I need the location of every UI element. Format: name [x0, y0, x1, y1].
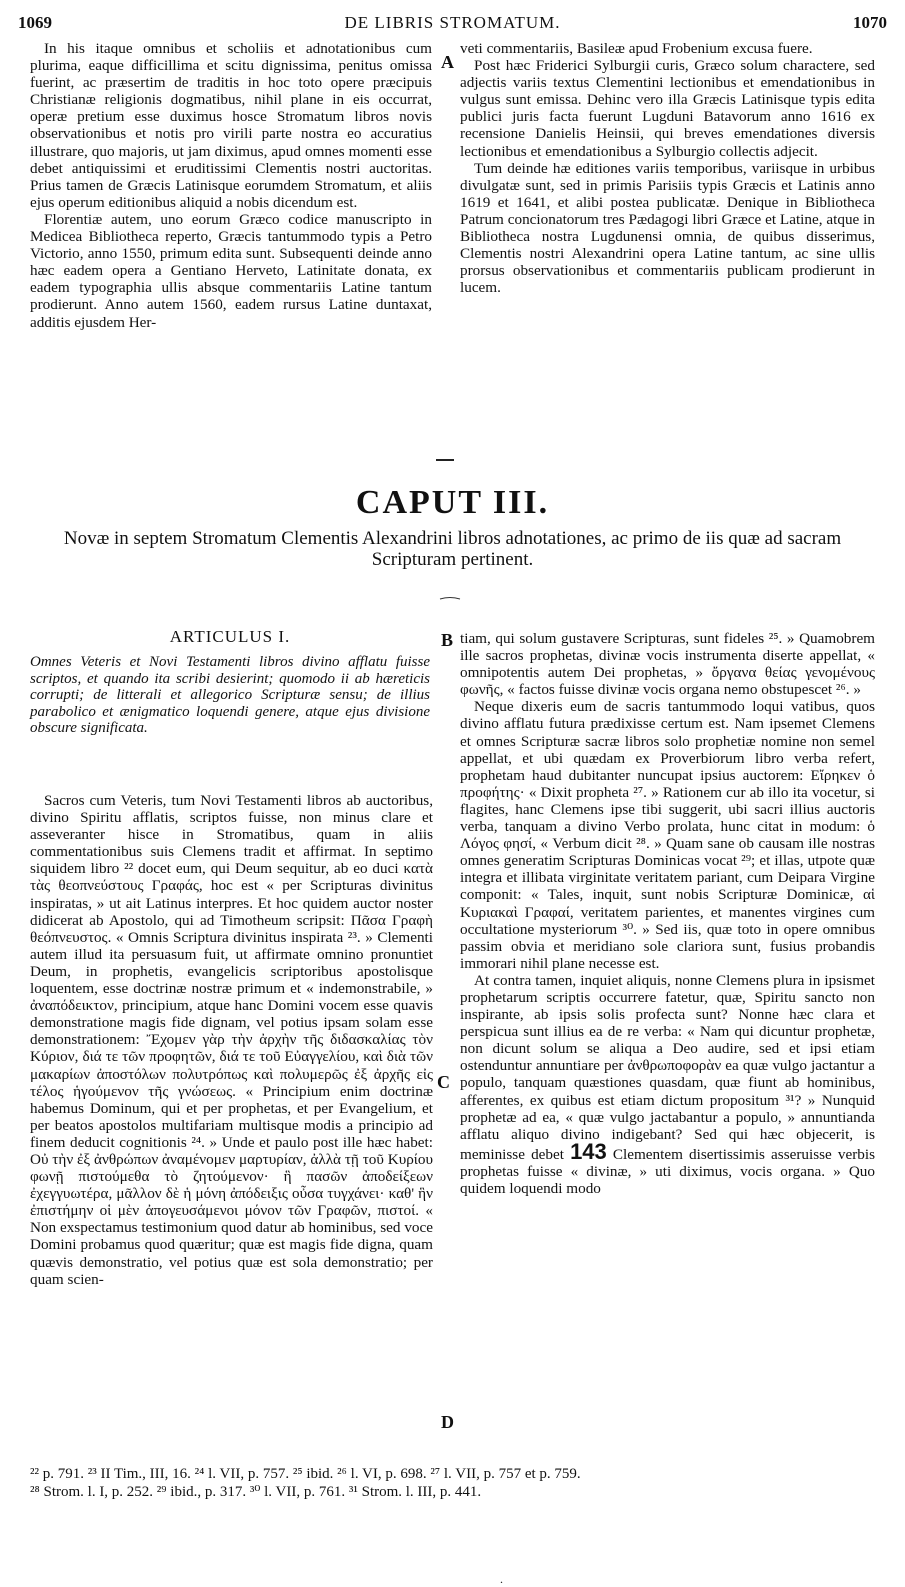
right-page-number: 1070 — [853, 13, 887, 32]
margin-letter-c: C — [437, 1072, 450, 1092]
paragraph: Florentiæ autem, uno eorum Græco codice manuscripto in Medicea Bibliotheca reperto, Græcis tantummodo typis a Petro Victorio, anno 1550, primum edita sunt. Subsequenti deinde anno hæc eadem opera a Gentiano Herveto, Latinitate donata, ex eadem typographia ullis absque commentariis Latine tantum prodierunt. Anno autem 1560, eadem rursus Latine duntaxat, additis ejusdem Her- — [30, 210, 432, 331]
paragraph: In his itaque omnibus et scholiis et adnotationibus cum plurima, eaque difficillima et scitu dignissima, penitus omissa fuerint, ac præsertim de traditis in hoc toto opere præcipuis Christianæ religionis dogmatibus, nihil plane in eis occurrat, operæ pretium esse duximus hosce Stromatum libros novis observationibus et notis pro virili parte nostra eo accuratius illustrare, quo majoris, ut jam diximus, apud omnes momenti esse debet antiquissimi et eruditissimi Clementis nostri auctoritas. Prius tamen de Græcis Latinisque eorumdem Stromatum, et aliis ejus operum editionibus aliquid a nobis dicendum est. — [30, 40, 432, 211]
paragraph: tiam, qui solum gustavere Scripturas, sunt fideles ²⁵. » Quamobrem ille sacros prophetas, divinæ vocis instrumenta diserte appellat, « omnipotentis autem Dei prophetas, » ὄργανα θείας γενομένους φωνῆς, « factos fuisse divinæ vocis organa nemo obstupescet ²⁶. » — [460, 630, 875, 699]
chapter-subtitle: Novæ in septem Stromatum Clementis Alexandrini libros adnotationes, ac primo de iis quæ ad sacram Scripturam pertinent. — [63, 528, 842, 570]
chapter-title: CAPUT III. — [355, 484, 550, 521]
paragraph: Neque dixeris eum de sacris tantummodo loqui vatibus, quos divino afflatu futura prædixisse certum est. Nam ipsemet Clemens et omnes Scripturæ sacræ libros solo prophetiæ nomine non semel appellat, et ubi quædam ex Proverbiorum libro verba refert, prophetam haud dubitanter nuncupat ipsius auctorem: Εἴρηκεν ὁ προφήτης· « Dixit propheta ²⁷. » Rationem cur ab illo ita vocetur, si flagites, hanc Clemens ipse tibi suggerit, ubi sacri illius auctoris verba, tanquam a divino Verbo prolata, hunc citat in modum: ὁ Λόγος φησί, « Verbum dicit ²⁸. » Quam sane ob causam ille nostras omnes generatim Scripturas Dominicas vocat ²⁹; et illas, utpote quæ integra et illibata virginitate veritatem pariant, cum Deipara Virgine componit: « Tales, inquit, sunt nobis Scripturæ Dominicæ, αἱ Κυριακαὶ Γραφαί, veritatem parientes, et manentes virgines cum occultatione mysteriorum ³⁰. » Sed iis, quæ toto in opere omnibus passim obvia et meridiano sole clariora sunt, fusius probandis immorari nihil plane necesse est. — [460, 698, 875, 972]
footnotes — [30, 1465, 890, 1501]
paragraph — [460, 972, 875, 1197]
article-title: ARTICULUS I. — [169, 627, 291, 646]
margin-letter-b: B — [441, 630, 454, 650]
ornament-divider — [438, 594, 462, 600]
running-title: DE LIBRIS STROMATUM. — [344, 13, 561, 32]
top-right-column — [460, 40, 875, 296]
footnote-line: ²² p. 791. ²³ II Tim., III, 16. ²⁴ l. VII, p. 757. ²⁵ ibid. ²⁶ l. VI, p. 698. ²⁷ l. VII, p. 757 et p. 759. — [30, 1466, 581, 1482]
paragraph-text: At contra tamen, inquiet aliquis, nonne Clemens plura in ipsismet prophetarum scriptis occurrere fatetur, quæ, Spiritu sancto non inspirante, ab ipsis solis profecta sunt? Nonne hæc clara et perspicua sunt illius ea de re verba: « Nam qui dicuntur prophetæ, non dicunt solum se aliqua a Deo audire, sed et ipsi etiam ostenduntur annuntiare per ἀνθρωποφορὰν ea quæ vulgo jactantur a populo, tanquam quæstiones quasdam, quæ fiunt ab hominibus, afferentes, ex quibus est etiam dictum propositum ³¹? » Nunquid prophetæ ad ea, « quæ vulgo jactabantur a populo, » annuntianda afflatu aliquo divino indigebant? Sed qui hæc objecerit, is meminisse debet — [460, 971, 875, 1163]
page-mark: 143 — [570, 1138, 607, 1164]
section-divider — [436, 459, 454, 461]
top-left-column — [30, 40, 432, 331]
paragraph: veti commentariis, Basileæ apud Frobenium excusa fuere. — [460, 40, 813, 57]
running-header — [18, 10, 887, 36]
footnote-line: ²⁸ Strom. l. I, p. 252. ²⁹ ibid., p. 317. ³⁰ l. VII, p. 761. ³¹ Strom. l. III, p. 441. — [30, 1484, 482, 1500]
article-summary: Omnes Veteris et Novi Testamenti libros divino afflatu fuisse scriptos, et quando ita scribi desierint; quomodo ii ab hæreticis corrupti; de litterali et allegorico Scripturæ sensu; de illius parabolico et ænigmatico loquendi genere, atque ejus divisione obscure significata. — [30, 654, 430, 736]
margin-letter-a: A — [441, 52, 454, 72]
paragraph-text: Clementem disertissimis asseruisse verbis prophetas fuisse « divinæ, » uti diximus, vocis organa. » Quo quidem loquendi modo — [460, 1145, 876, 1197]
left-page-number: 1069 — [18, 13, 52, 32]
bottom-left-column — [30, 792, 433, 1288]
margin-letter-d: D — [441, 1412, 454, 1432]
paragraph: Post hæc Friderici Sylburgii curis, Græco solum charactere, sed adjectis variis textus Clementini lectionibus et emendationibus in vulgus sunt emissa. Dehinc vero illa Græcis Latinisque typis edita publici juris facta fuerunt Lugduni Batavorum anno 1616 ex recensione Danielis Heinsii, qui breves emendationes diversis lectionibus et emendationibus a Sylburgio collectis adjecit. — [460, 57, 875, 160]
bottom-mark: . — [500, 1572, 503, 1586]
paragraph: Sacros cum Veteris, tum Novi Testamenti libros ab auctoribus, divino Spiritu afflatis, scriptos fuisse, non minus clare et asseveranter hisce in Stromatibus, quam in aliis commentationibus suis Clemens tradit et affirmat. In septimo siquidem libro ²² docet eum, qui Deum sequitur, ab eo duci κατὰ τὰς θεοπνεύστους Γραφάς, hoc est « per Scripturas divinitus inspiratas, » ut ait Latinus interpres. Et hoc quidem auctor noster didicerat ab Apostolo, qui ad Timotheum scripsit: Πᾶσα Γραφὴ θεόπνευστος. « Omnis Scriptura divinitus inspirata ²³. » Clementi autem illud ita persuasum fuit, ut affirmate omnino pronuntiet Deum, in prophetis, evangelicis scriptoribus apostolisque loquentem, esse doctrinæ nostræ primum et « indemonstrabile, » ἀναπόδεικτον, principium, atque hanc Domini vocem esse quavis demonstratione magis fide dignam, vel potius ipsam solam esse demonstrationem: Ἔχομεν γὰρ τὴν ἀρχὴν τῆς διδασκαλίας τὸν Κύριον, διά τε τῶν προφητῶν, διά τε τοῦ Εὐαγγελίου, καὶ διὰ τῶν μακαρίων ἀποστόλων πολυτρόπως καὶ πολυμερῶς ἐξ ἀρχῆς εἰς τέλος ἡγούμενον τῆς γνώσεως. « Principium enim doctrinæ habemus Dominum, qui et per prophetas, et per Evangelium, et per beatos apostolos multifariam multisque modis a principio ad finem deducit cognitionis ²⁴. » Unde et paulo post ille hæc habet: Οὐ τὴν ἐξ ἀνθρώπων ἀναμένομεν μαρτυρίαν, ἀλλὰ τῇ τοῦ Κυρίου φωνῇ πιστούμεθα τὸ ζητούμενον· ἣ πασῶν ἀποδείξεων ἐχεγγυωτέρα, μᾶλλον δὲ ἡ μόνη ἀπόδειξις οὖσα τυγχάνει· καθ' ἣν ἐπιστήμην οἱ μὲν ἀπογευσάμενοι μόνον τῶν Γραφῶν, πιστοί. « Non exspectamus testimonium quod datur ab hominibus, sed voce Domini probamus quod quæritur; quæ est magis fide digna, quam quævis demonstratio, vel potius quæ est sola demonstratio; per quam scien- — [30, 792, 433, 1288]
bottom-right-column — [460, 630, 875, 1197]
paragraph: Tum deinde hæ editiones variis temporibus, variisque in urbibus divulgatæ sunt, sed in primis Parisiis typis Græcis et Latinis anno 1619 et 1641, et alibi postea publicatæ. Denique in Bibliotheca Patrum concionatorum tres Pædagogi libri Græce et Latine, atque in Bibliotheca nostra Lugdunensi omnia, de quibus disserimus, Clementis nostri Alexandrini opera Latine tantum, ac sine ullis prorsus observationibus et commentariis publicam prodierunt in lucem. — [460, 159, 875, 297]
